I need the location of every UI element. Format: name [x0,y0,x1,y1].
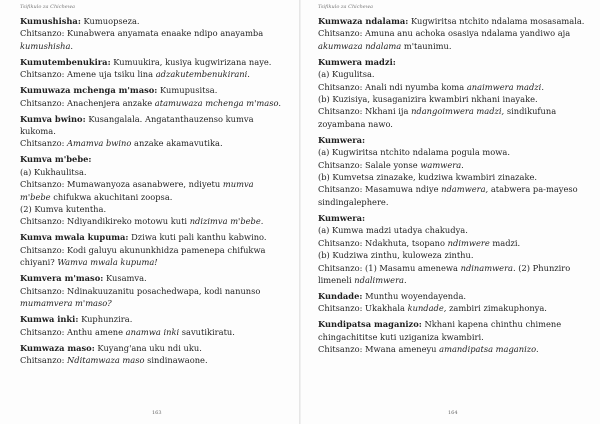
sense: (a) Kugwiritsa ntchito ndalama pogula mowa. [318,147,510,158]
example-italic: kumushisha. [20,40,74,51]
headword: Kundipatsa maganizo : [318,319,422,329]
example [20,326,286,338]
example-label: Chitsanzo : [20,245,64,255]
example-italic: amandipatsa maganizo. [439,344,539,355]
example-text: (2) Phunziro limeneli [318,262,571,285]
example-text: madzi. [492,237,521,248]
example-italic: ndinamwera. [460,262,516,273]
dictionary-entry [20,84,286,109]
example-label: Chitsanzo : [20,216,64,226]
headword: Kumwaza maso : [20,343,95,353]
example-label: Chitsanzo : [20,355,64,365]
example-italic: ndangoimwera madzi, [411,106,505,117]
example-italic: ndalimwera. [354,274,407,285]
definition: Nkhani kapena chinthu chimene chingachititse kuti uziganiza kwambiri. [318,319,562,342]
example-label: Chitsanzo : [318,28,362,38]
example-text: Ndakhuta, tsopano [365,237,446,248]
example-text: (1) Masamu amenewa [365,262,458,273]
example-text: zambiri zimakuphonya. [449,303,547,314]
example-label: Chitsanzo : [318,303,362,313]
running-head: Tsifikulo za Chichewa [20,4,76,10]
example-text: Kunabwera anyamata enaake ndipo anayamba [67,28,264,39]
definition: Kumuukira, kusiya kugwirizana naye. [113,56,272,67]
dictionary-entry [318,56,588,130]
page-number: 164 [448,410,458,416]
dictionary-entry [20,15,286,52]
example-text: m'taunimu. [403,40,452,51]
example [20,178,286,203]
dictionary-entry [318,15,588,52]
example-text: anzake akamavutika. [134,138,223,149]
example [20,27,286,52]
headword: Kumwera madzi : [318,57,396,67]
example-italic: ndizimva m'bebe. [189,216,264,227]
example-italic: adzakutembenukirani. [155,69,250,80]
example-text: savutikiratu. [181,326,235,337]
example-text: Ndiyandikireko motowu kuti [67,216,188,227]
example-italic: kundade, [407,303,447,314]
sense: (b) Kuzisiya, kusaganizira kwambiri nkhani inayake. [318,94,538,105]
headword: Kumva mwala kupuma : [20,232,129,242]
example-italic: mumamvera m'maso? [20,298,112,309]
example-label: Chitsanzo : [318,238,362,248]
dictionary-entry [20,313,286,338]
example-italic: wamwera. [420,159,464,170]
example-italic: Nditamwaza maso [67,354,145,365]
dictionary-entry [20,113,286,150]
example [318,343,588,355]
example-italic: mumva m'bebe [20,179,254,202]
headword: Kumwera : [318,213,365,223]
definition: Dziwa kuti pali kanthu kabwino. [131,232,267,243]
example-text: Masamuwa ndiye [365,184,439,195]
page-number: 163 [152,410,162,416]
right-page-body [318,15,588,359]
example-text: sindikufuna zoyambana nawo. [318,106,557,129]
sense: (2) Kumva kutentha. [20,204,107,215]
example-text: Ukakhala [365,303,405,314]
example-italic: ndamwera, [441,184,489,195]
definition: Kugwiritsa ntchito ndalama mosasamala. [410,16,585,26]
definition: Kumupusitsa. [160,85,218,96]
definition: Munthu woyendayenda. [365,290,467,301]
dictionary-entry [20,56,286,81]
headword: Kumushisha : [20,16,81,26]
example-text: Mumawanyoza asanabwere, ndiyetu [67,179,221,190]
headword: Kumwa inki : [20,314,78,324]
example-label: Chitsanzo : [318,160,362,170]
headword: Kundade : [318,291,362,301]
example [318,27,588,52]
example-text: Salale yonse [365,159,418,170]
example-italic: anaimwera madzi. [466,81,544,92]
example-label: Chitsanzo : [20,179,64,189]
example-text: Kodi galuyu akununkhidza pamenepa chifukwa chiyani? [20,244,266,268]
example [318,302,588,314]
headword: Kumva m'bebe : [20,154,91,164]
example [318,262,588,287]
headword: Kumutembenukira : [20,57,111,67]
definition: Kusangalala. Angatanthauzenso kumva kukoma. [20,113,254,137]
example [318,105,588,130]
dictionary-entry [20,342,286,367]
example-label: Chitsanzo : [318,263,362,273]
headword: Kumva bwino : [20,114,86,124]
example [20,285,286,310]
right-page [301,0,600,424]
example-label: Chitsanzo : [20,28,64,38]
sense: (a) Kugulitsa. [318,69,375,80]
example-text: chifukwa akuchitani zoopsa. [53,191,173,202]
example-label: Chitsanzo : [20,69,64,79]
example [20,68,286,80]
example-text: Anachenjera anzake [67,97,153,108]
headword: Kumvera m'maso : [20,273,103,283]
example-text: Anthu amene [67,326,124,337]
example-italic: akumwaza ndalama [318,40,402,51]
headword: Kumwaza ndalama : [318,16,408,26]
example [318,159,588,171]
definition: Kuphunzira. [81,314,133,325]
definition: Kumuopseza. [83,16,140,26]
example-italic: Amamva bwino [67,138,132,149]
sense: (a) Kukhaulitsa. [20,166,87,177]
example [20,97,286,109]
example [20,244,286,269]
example-label: Chitsanzo : [20,327,64,337]
example [20,137,286,149]
example-label: Chitsanzo : [20,138,64,148]
example [20,215,286,227]
example-text: Nkhani ija [365,106,409,117]
example-text: Amuna anu achoka osasiya ndalama yandiwo aja [365,28,571,39]
example-italic: ndimwere [447,237,490,248]
example [318,237,588,249]
headword: Kumwera : [318,135,365,145]
sense: (b) Kudziwa zinthu, kuloweza zinthu. [318,250,474,261]
example-text: atabwera pa-mayeso sindingalephere. [318,184,578,207]
definition: Kusamva. [105,273,147,284]
dictionary-entry [318,134,588,208]
dictionary-entry [20,272,286,309]
example-italic: anamwa inki [125,326,180,337]
example-label: Chitsanzo : [318,82,362,92]
example-label: Chitsanzo : [318,184,362,194]
example [318,81,588,93]
example-text: sindinawaone. [147,354,208,365]
example-text: Anali ndi nyumba koma [365,81,465,92]
running-head: Tsifikulo za Chichewa [318,4,374,10]
example-text: Ndinakuuzanitu posachedwapa, kodi nanunso [67,285,261,296]
dictionary-entry [318,318,588,355]
example-italic: Wamva mwala kupuma! [57,257,158,268]
dictionary-entry [318,290,588,315]
example-text: Mwana ameneyu [365,344,437,355]
dictionary-entry [20,231,286,268]
example [20,354,286,366]
sense: (b) Kumvetsa zinazake, kudziwa kwambiri zinazake. [318,172,538,183]
example [318,183,588,208]
example-label: Chitsanzo : [20,286,64,296]
example-italic: atamuwaza mchenga m'maso. [154,97,281,108]
headword: Kumuwaza mchenga m'maso : [20,85,157,95]
dictionary-entry [318,212,588,286]
sense: (a) Kumwa madzi utadya chakudya. [318,225,468,236]
example-label: Chitsanzo : [20,98,64,108]
example-label: Chitsanzo : [318,106,362,116]
left-page-body [20,15,286,370]
example-text: Amene uja tsiku lina [67,69,154,80]
dictionary-entry [20,153,286,227]
definition: Kuyang'ana uku ndi uku. [97,342,202,353]
example-label: Chitsanzo : [318,344,362,354]
